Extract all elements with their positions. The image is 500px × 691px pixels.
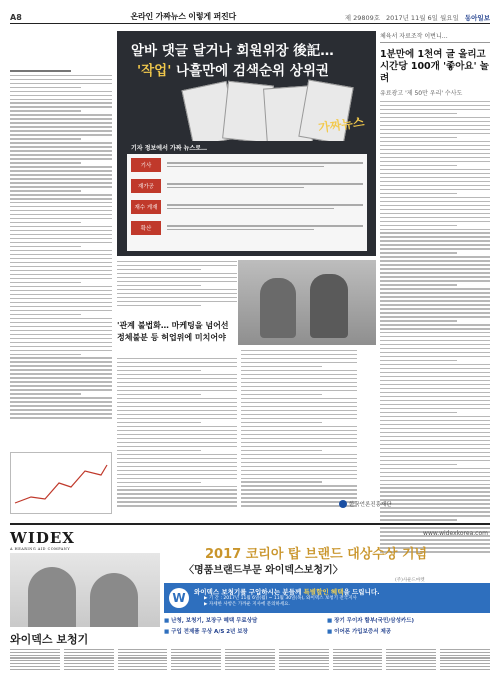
hero-graphic [117,31,376,256]
ad-url: www.widexkorea.com [423,530,488,537]
process-tag: 재수 게재 [131,200,161,214]
ad-slogan: (주)사운드마켓 [395,578,425,583]
process-row [127,217,367,238]
middle-headline: '관계 불법화… 마케팅을 넘어선 정체불분 등 허업위에 미치어야 [117,321,229,342]
issue-number: 제 29809호 [344,14,381,22]
process-row [127,175,367,196]
sponsor-logo-icon [339,500,347,508]
section-title: 온라인 가짜뉴스 이렇게 퍼진다 [130,12,237,21]
process-box-title: 기자 정보에서 가짜 뉴스로… [127,141,367,154]
process-tag: 재가공 [131,179,161,193]
hero-title-2-emph: '작업' [137,63,172,79]
article-text-mid2 [241,350,357,509]
page-number: A8 [10,13,22,22]
widex-advertisement [10,523,490,683]
hero-title-1: 알바 댓글 달거나 회원위장 後記… [131,43,334,59]
right-kicker: 체육서 자료조작 이번니… [380,31,490,43]
feature-item: ■ 이어폰 가입보증서 제공 [327,627,490,635]
ad-brand-name: 와이덱스 보청기 [10,633,89,646]
hero-title-2-rest: 나흘만에 검색순위 상위권 [171,63,329,79]
award-subtitle: 〈명품브랜드부문 와이덱스보청기〉 [184,565,343,576]
stock-graph [10,452,112,514]
sponsor-seal [339,497,401,511]
photo-caption [117,261,237,317]
process-row [127,154,367,175]
article-text-mid1 [117,358,237,509]
widex-logo: WIDEX A HEARING AID COMPANY [10,529,75,551]
widex-badge-icon: W [169,588,189,608]
right-byline: 유료광고 '제 50만 우리' 수사도 [380,90,463,97]
fake-news-scrawl: 가짜뉴스 [316,114,365,136]
article-text-left [10,70,112,421]
hero-title-2 [137,59,329,79]
article-text-right [380,101,490,553]
right-column [380,31,490,555]
issue-date: 2017년 11월 6일 월요일 [386,14,459,22]
process-row [127,196,367,217]
newspaper-brand: 동아일보 [464,14,490,22]
people-photo [238,260,376,345]
sponsor-name: 한국언론진흥재단 [349,502,392,508]
promo-banner [164,583,490,613]
feature-list [164,616,490,635]
ad-photo [10,553,160,627]
process-box [127,141,367,251]
issue-meta [345,13,490,22]
right-headline: 1분만에 1천여 글 올리고 시간당 100개 '좋아요' 놀려 [380,49,489,84]
process-tag: 기사 [131,158,161,172]
graph-line [11,453,111,513]
award-title: 2017 코리아 탑 브랜드 대상수상 기념 [205,547,428,562]
feature-item: ■ 장기 무이자 할부(국민/삼성카드) [327,616,490,624]
promo-title: 와이덱스 보청기를 구입하시는 분들께 특별할인 혜택을 드립니다. [194,588,380,596]
page-header [10,10,490,24]
paper-sheets [187,83,367,143]
feature-item: ■ 난청, 보청기, 보장구 혜택 무료상담 [164,616,327,624]
branch-directory [10,647,490,685]
feature-item: ■ 구입 전제품 무상 A/S 2년 보장 [164,627,327,635]
promo-info: ▶ 기 간 : 2017년 11월 6일(월) ~ 11월 30일(목), 와이덱스 보청기 전국지사 ▶ 자세한 사항은 가까운 지사에 문의하세요. [204,596,357,607]
process-tag: 확산 [131,221,161,235]
